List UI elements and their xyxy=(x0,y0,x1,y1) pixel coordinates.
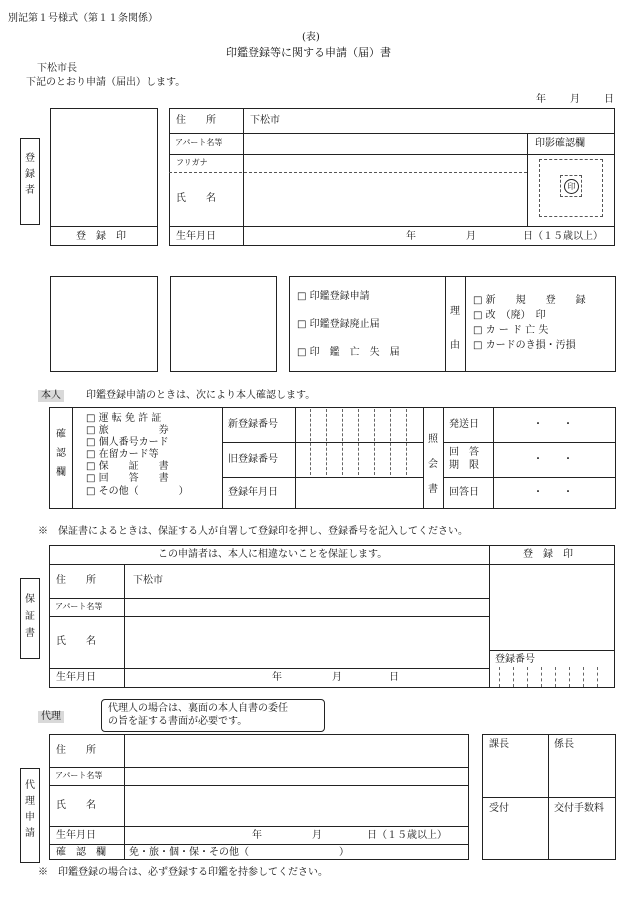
agent-table xyxy=(49,734,469,860)
office-reception: 受付 xyxy=(489,803,509,814)
reason-new[interactable]: □ 新 規 登 録 xyxy=(473,295,586,306)
registrant-furigana-label: フリガナ xyxy=(176,158,208,167)
guarantor-dob-day: 日 xyxy=(389,672,399,683)
doc-guarantee[interactable]: □ 保 証 書 xyxy=(86,461,169,472)
answer-date-label: 回答日 xyxy=(449,487,479,498)
agent-dob-day: 日（１５歳以上） xyxy=(367,830,447,841)
agent-apartment-label: アパート名等 xyxy=(55,771,103,780)
office-fee: 交付手数料 xyxy=(554,803,604,814)
footer-note: ※ 印鑑登録の場合は、必ず登録する印鑑を持参してください。 xyxy=(38,867,328,878)
guarantor-side-label: 保 証 書 xyxy=(25,594,35,639)
agent-dob-year: 年 xyxy=(252,830,262,841)
agent-tag: 代理 xyxy=(38,711,64,723)
agent-dob-label: 生年月日 xyxy=(56,830,96,841)
agent-confirm-value[interactable]: 免・旅・個・保・その他（ ） xyxy=(129,847,349,858)
office-section-chief: 課長 xyxy=(489,739,509,750)
answer-deadline-label: 回 答 期 限 xyxy=(449,447,479,471)
agent-side-label: 代 理 申 請 xyxy=(25,780,35,839)
reason-label: 理 由 xyxy=(450,306,460,351)
check-seal-abolition[interactable]: □ 印鑑登録廃止届 xyxy=(297,319,380,330)
guarantor-dob-label: 生年月日 xyxy=(56,672,96,683)
registrant-side-box xyxy=(20,138,40,225)
guarantor-apartment-label: アパート名等 xyxy=(55,602,103,611)
doc-passport[interactable]: □ 旅 券 xyxy=(86,425,169,436)
registrant-apartment-label: アパート名等 xyxy=(175,138,223,147)
reason-card-lost[interactable]: □ カ ー ド 亡 失 xyxy=(473,325,549,336)
reason-change[interactable]: □ 改 （廃） 印 xyxy=(473,310,546,321)
registrant-address-value[interactable]: 下松市 xyxy=(250,115,280,126)
guarantor-address-value[interactable]: 下松市 xyxy=(133,575,163,586)
doc-answer[interactable]: □ 回 答 書 xyxy=(86,473,169,484)
date-year: 年 xyxy=(536,94,546,105)
doc-other[interactable]: □ その他（ ） xyxy=(86,486,189,497)
agent-dob-month: 月 xyxy=(312,830,322,841)
reason-card-damaged[interactable]: □ カードのき損・汚損 xyxy=(473,340,576,351)
agent-address-label: 住 所 xyxy=(56,745,96,756)
date-day: 日 xyxy=(604,94,614,105)
registrant-dob-year: 年 xyxy=(406,231,416,242)
registrant-dob-label: 生年月日 xyxy=(176,231,216,242)
agent-name-label: 氏 名 xyxy=(56,800,96,811)
answer-date-dots[interactable]: ・ ・ xyxy=(533,487,573,498)
identity-tag: 本人 xyxy=(38,390,64,402)
blank-box-2 xyxy=(170,276,277,372)
guarantor-header: この申請者は、本人に相違ないことを保証します。 xyxy=(158,549,388,560)
doc-license[interactable]: □ 運 転 免 許 証 xyxy=(86,413,162,424)
agent-note: 代理人の場合は、裏面の本人自書の委任 の旨を証する書面が必要です。 xyxy=(108,703,288,727)
doc-mynumber[interactable]: □ 個人番号カード xyxy=(86,437,169,448)
deadline-dots[interactable]: ・ ・ xyxy=(533,454,573,465)
old-reg-no-label: 旧登録番号 xyxy=(228,454,278,465)
guarantor-note: ※ 保証書によるときは、保証する人が自署して登録印を押し、登録番号を記入してください。 xyxy=(38,526,468,537)
guarantor-name-label: 氏 名 xyxy=(56,636,96,647)
reg-date-label: 登録年月日 xyxy=(228,487,278,498)
addressee: 下松市長 xyxy=(37,63,77,74)
intro-text: 下記のとおり申請（届出）します。 xyxy=(26,77,186,88)
guarantor-seal-label: 登 録 印 xyxy=(523,549,573,560)
office-subsection-chief: 係長 xyxy=(554,739,574,750)
agent-confirm-label: 確 認 欄 xyxy=(56,847,106,858)
agent-side-box xyxy=(20,768,40,863)
blank-box-1 xyxy=(50,276,158,372)
registration-seal-label: 登 録 印 xyxy=(76,231,126,242)
doc-residence[interactable]: □ 在留カード等 xyxy=(86,449,159,460)
new-reg-no-label: 新登録番号 xyxy=(228,419,278,430)
guarantor-dob-year: 年 xyxy=(272,672,282,683)
guarantor-side-box xyxy=(20,578,40,659)
identity-side-label: 確 認 欄 xyxy=(56,429,66,478)
check-seal-loss[interactable]: □ 印 鑑 亡 失 届 xyxy=(297,347,400,358)
registrant-dob-day: 日（１５歳以上） xyxy=(523,231,603,242)
seal-check-label: 印影確認欄 xyxy=(535,138,585,149)
registrant-address-label: 住 所 xyxy=(176,115,216,126)
identity-note: 印鑑登録申請のときは、次により本人確認します。 xyxy=(86,390,316,401)
date-month: 月 xyxy=(570,94,580,105)
sent-date-label: 発送日 xyxy=(449,419,479,430)
form-number: 別記第１号様式（第１１条関係） xyxy=(8,13,158,24)
check-seal-registration[interactable]: □ 印鑑登録申請 xyxy=(297,291,370,302)
form-side: (表) xyxy=(302,32,320,43)
guarantor-reg-no-label: 登録番号 xyxy=(495,654,535,665)
sent-date-dots[interactable]: ・ ・ xyxy=(533,419,573,430)
registrant-side-label: 登 録 者 xyxy=(25,153,35,196)
form-title: 印鑑登録等に関する申請（届）書 xyxy=(226,46,391,59)
inquiry-label: 照 会 書 xyxy=(428,434,438,495)
guarantor-dob-month: 月 xyxy=(332,672,342,683)
guarantor-address-label: 住 所 xyxy=(56,575,96,586)
registrant-name-label: 氏 名 xyxy=(176,193,216,204)
seal-mark-icon: 印 xyxy=(564,179,579,194)
registrant-dob-month: 月 xyxy=(466,231,476,242)
